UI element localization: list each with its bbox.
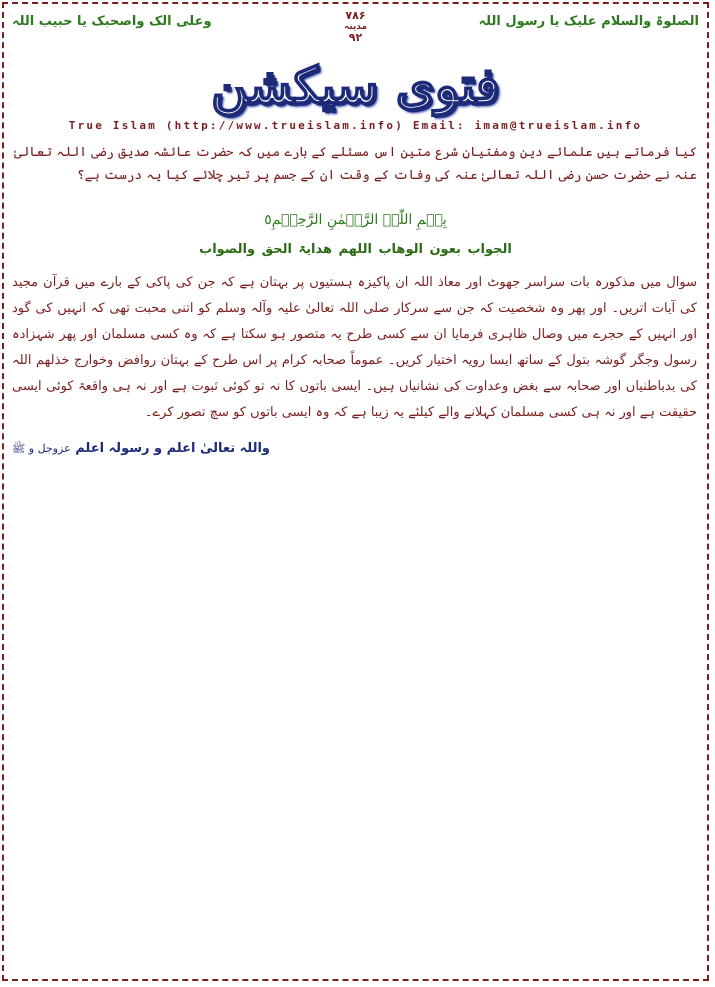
honorific-glyph: عزوجل و ﷺ bbox=[12, 442, 71, 455]
fatwa-number bbox=[344, 10, 367, 44]
title-wrap bbox=[4, 56, 707, 116]
fatwa-number-label: مدینہ bbox=[343, 22, 368, 32]
fatwa-number-sub: ۹۲ bbox=[348, 31, 363, 44]
question-text: کیا فرماتے ہیں علمائے دین ومفتیانِ شرع متین اس مسئلے کے بارے میں کہ حضرت عائشہ صدیق رضی اللہ تعالیٰ عنہ نے حضرت حسن رضی اللہ تعالیٰ عنہ کی وفات کے وقت ان کے جسم پر تیر چلائے کیا یہ درست ہے؟ bbox=[14, 145, 697, 183]
site-contact-line: True Islam (http://www.trueislam.info) Email: imam@trueislam.info bbox=[68, 119, 643, 132]
header bbox=[12, 10, 699, 48]
page-frame bbox=[2, 2, 709, 981]
page-title: فتوی سیکشن bbox=[211, 56, 500, 115]
answer-heading: الجواب بعون الوھاب اللھم ھدایۃ الحق والصواب bbox=[199, 242, 512, 257]
salutation-left: وعلی الک واصحبک یا حبیب اللہ bbox=[12, 14, 212, 29]
closing-line bbox=[12, 441, 697, 458]
answer-text: سوال میں مذکورہ بات سراسر جھوٹ اور معاذ اللہ ان پاکیزہ ہستیوں پر بہتان ہے کہ جن کی پاکی کے بارے میں قرآن مجید کی آیات اتریں۔ اور پھر وہ شخصیت کہ جن سے سرکار صلی اللہ تعالیٰ علیہ وآلہ وسلم کو اتنی محبت تھی کہ انہیں کی گود اور انہیں کے حجرے میں وصال ظاہری فرمایا ان سے کسی طرح یہ متصور ہو سکتا ہے کہ وہ کسی مسلمان اور پھر شہزادہ رسول وجگر گوشہ بتول کے ساتھ ایسا رویہ اختیار کریں۔ عموماً صحابہ کرام پر اس طرح کے بہتان روافض وخوارج خذلھم اللہ کی بدباطنیاں اور صحابہ سے بغض وعداوت کی نشانیاں ہیں۔ ایسی باتوں کا نہ تو کوئی ثبوت ہے اور نہ ہی واقعۃ کوئی ایسی حقیقت ہے اور نہ ہی کسی مسلمان کہلانے والے کیلئے یہ زیبا ہے کہ وہ ایسی باتوں کو سچ تصور کرے۔ bbox=[12, 275, 697, 420]
closing-text: واللہ تعالیٰ اعلم و رسولہ اعلم bbox=[75, 441, 270, 456]
salutation-right: الصلوۃ والسلام علیک یا رسول اللہ bbox=[478, 14, 699, 29]
fatwa-number-value: ۷۸۶ bbox=[345, 9, 366, 22]
bismillah: بِسۡمِ اللّٰہِ الرَّحۡمٰنِ الرَّحِیۡمِ٥ bbox=[264, 212, 447, 228]
